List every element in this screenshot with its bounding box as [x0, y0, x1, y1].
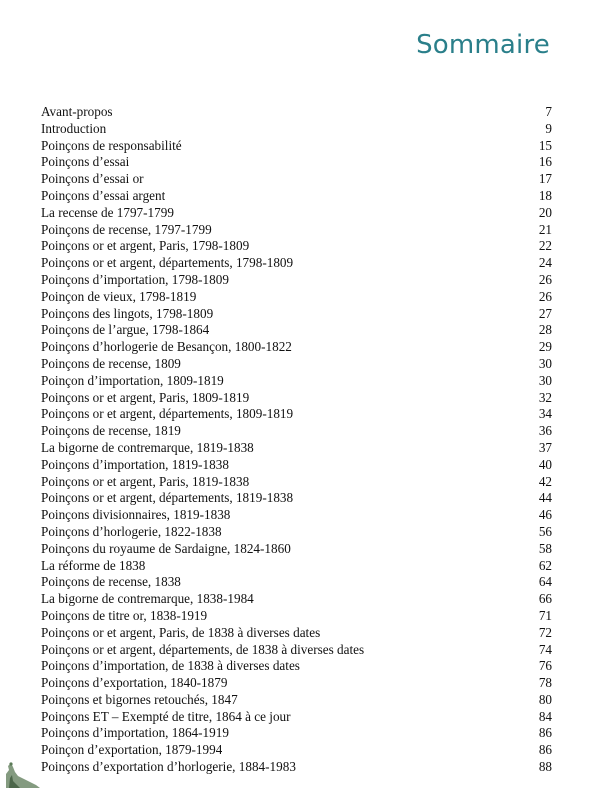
toc-entry-title: La bigorne de contremarque, 1838-1984 — [41, 591, 254, 607]
toc-entry-page-number: 36 — [538, 423, 552, 439]
toc-entry-page-number: 74 — [538, 641, 552, 657]
toc-entry-title: Poinçons de recense, 1797-1799 — [41, 221, 212, 237]
toc-entry-page-number: 37 — [538, 439, 552, 455]
toc-entry-title: Poinçons de titre or, 1838-1919 — [41, 607, 208, 623]
toc-entry-title: Poinçons d’horlogerie, 1822-1838 — [41, 523, 222, 539]
toc-entry-title: Poinçons d’essai — [41, 154, 130, 170]
toc-entry-page-number: 72 — [538, 624, 552, 640]
toc-entry-title: Poinçons or et argent, départements, 1819-1838 — [41, 490, 294, 506]
toc-entry-page-number: 18 — [538, 187, 552, 203]
toc-entry-page-number: 80 — [538, 691, 552, 707]
toc-entry[interactable] — [41, 121, 552, 138]
toc-entry-title: Poinçon d’importation, 1809-1819 — [41, 372, 224, 388]
toc-entry-title: Poinçons or et argent, Paris, de 1838 à diverses dates — [41, 624, 321, 640]
toc-entry-page-number: 28 — [538, 322, 552, 338]
toc-entry-page-number: 27 — [538, 305, 552, 321]
toc-entry[interactable] — [41, 625, 552, 642]
toc-entry[interactable] — [41, 171, 552, 188]
decorative-ornament-icon — [0, 748, 40, 788]
toc-entry-page-number: 34 — [538, 406, 552, 422]
toc-entry[interactable] — [41, 339, 552, 356]
toc-entry[interactable] — [41, 675, 552, 692]
toc-entry[interactable] — [41, 289, 552, 306]
toc-entry-page-number: 44 — [538, 490, 552, 506]
table-of-contents — [41, 104, 552, 776]
toc-entry-title: Poinçons or et argent, départements, 1798-1809 — [41, 255, 294, 271]
toc-entry[interactable] — [41, 574, 552, 591]
page-title: Sommaire — [416, 30, 550, 60]
toc-entry-title: Poinçons d’horlogerie de Besançon, 1800-1822 — [41, 339, 292, 355]
toc-entry-page-number: 17 — [538, 171, 552, 187]
toc-entry[interactable] — [41, 591, 552, 608]
toc-entry-page-number: 24 — [538, 255, 552, 271]
toc-entry-page-number: 32 — [538, 389, 552, 405]
toc-entry[interactable] — [41, 423, 552, 440]
toc-entry-title: Poinçons et bigornes retouchés, 1847 — [41, 691, 238, 707]
toc-entry-title: Poinçons or et argent, Paris, 1798-1809 — [41, 238, 250, 254]
toc-entry-title: Poinçons or et argent, Paris, 1809-1819 — [41, 389, 250, 405]
toc-entry-page-number: 26 — [538, 288, 552, 304]
toc-entry[interactable] — [41, 205, 552, 222]
toc-entry-page-number: 76 — [538, 658, 552, 674]
toc-entry-page-number: 15 — [538, 137, 552, 153]
toc-entry-page-number: 16 — [538, 154, 552, 170]
toc-entry-title: La recense de 1797-1799 — [41, 204, 174, 220]
toc-entry[interactable] — [41, 507, 552, 524]
toc-entry-title: Poinçons d’exportation d’horlogerie, 1884-1983 — [41, 759, 296, 775]
toc-entry-page-number: 42 — [538, 473, 552, 489]
toc-entry-title: Poinçon d’exportation, 1879-1994 — [41, 742, 223, 758]
toc-entry-page-number: 66 — [538, 591, 552, 607]
toc-entry[interactable] — [41, 356, 552, 373]
toc-entry-title: Poinçons de l’argue, 1798-1864 — [41, 322, 210, 338]
toc-entry-page-number: 30 — [538, 355, 552, 371]
toc-entry-page-number: 9 — [545, 120, 552, 136]
toc-entry-page-number: 58 — [538, 540, 552, 556]
toc-entry[interactable] — [41, 188, 552, 205]
toc-entry[interactable] — [41, 524, 552, 541]
toc-entry-page-number: 29 — [538, 339, 552, 355]
toc-entry[interactable] — [41, 104, 552, 121]
toc-entry[interactable] — [41, 373, 552, 390]
toc-entry[interactable] — [41, 725, 552, 742]
toc-entry-title: Poinçons or et argent, Paris, 1819-1838 — [41, 473, 250, 489]
toc-entry-page-number: 26 — [538, 271, 552, 287]
toc-entry[interactable] — [41, 709, 552, 726]
toc-entry[interactable] — [41, 759, 552, 776]
toc-entry[interactable] — [41, 608, 552, 625]
toc-entry-title: Poinçons divisionnaires, 1819-1838 — [41, 507, 231, 523]
toc-entry[interactable] — [41, 692, 552, 709]
toc-entry-page-number: 62 — [538, 557, 552, 573]
toc-entry[interactable] — [41, 138, 552, 155]
toc-entry-title: Poinçons d’importation, 1864-1919 — [41, 725, 229, 741]
toc-entry[interactable] — [41, 222, 552, 239]
toc-entry-title: Poinçons des lingots, 1798-1809 — [41, 305, 214, 321]
toc-entry[interactable] — [41, 474, 552, 491]
toc-entry[interactable] — [41, 742, 552, 759]
toc-entry-title: Poinçon de vieux, 1798-1819 — [41, 288, 197, 304]
toc-entry-title: Poinçons ET – Exempté de titre, 1864 à ce jour — [41, 708, 291, 724]
toc-entry-title: Poinçons d’importation, de 1838 à diverses dates — [41, 658, 300, 674]
toc-entry-title: Poinçons du royaume de Sardaigne, 1824-1860 — [41, 540, 291, 556]
toc-entry-title: Poinçons d’essai or — [41, 171, 144, 187]
toc-entry-title: Poinçons d’essai argent — [41, 187, 166, 203]
toc-entry-page-number: 71 — [538, 607, 552, 623]
toc-entry-title: Poinçons de recense, 1838 — [41, 574, 181, 590]
toc-entry-page-number: 7 — [545, 104, 552, 119]
toc-entry[interactable] — [41, 440, 552, 457]
toc-entry-page-number: 56 — [538, 523, 552, 539]
toc-entry-title: Poinçons de recense, 1819 — [41, 423, 181, 439]
toc-entry[interactable] — [41, 238, 552, 255]
toc-entry-title: Poinçons de responsabilité — [41, 137, 182, 153]
toc-entry-title: Poinçons or et argent, départements, 1809-1819 — [41, 406, 294, 422]
toc-entry-title: Poinçons d’importation, 1798-1809 — [41, 271, 229, 287]
toc-entry-page-number: 46 — [538, 507, 552, 523]
toc-entry-title: Poinçons de recense, 1809 — [41, 355, 181, 371]
toc-entry-page-number: 64 — [538, 574, 552, 590]
toc-entry-page-number: 22 — [538, 238, 552, 254]
toc-entry-title: La bigorne de contremarque, 1819-1838 — [41, 439, 254, 455]
toc-entry-page-number: 78 — [538, 675, 552, 691]
toc-entry[interactable] — [41, 642, 552, 659]
toc-entry[interactable] — [41, 322, 552, 339]
toc-entry[interactable] — [41, 406, 552, 423]
toc-entry[interactable] — [41, 457, 552, 474]
toc-entry-page-number: 86 — [538, 725, 552, 741]
toc-entry-title: Avant-propos — [41, 104, 113, 119]
toc-entry[interactable] — [41, 658, 552, 675]
toc-entry[interactable] — [41, 558, 552, 575]
toc-entry-page-number: 20 — [538, 204, 552, 220]
toc-entry-title: Introduction — [41, 120, 107, 136]
toc-entry-page-number: 21 — [538, 221, 552, 237]
toc-entry[interactable] — [41, 272, 552, 289]
toc-entry-title: Poinçons d’exportation, 1840-1879 — [41, 675, 228, 691]
toc-entry-title: La réforme de 1838 — [41, 557, 146, 573]
toc-entry[interactable] — [41, 390, 552, 407]
toc-entry-title: Poinçons d’importation, 1819-1838 — [41, 456, 229, 472]
toc-entry[interactable] — [41, 541, 552, 558]
toc-entry[interactable] — [41, 154, 552, 171]
toc-entry[interactable] — [41, 306, 552, 323]
toc-entry-page-number: 40 — [538, 456, 552, 472]
toc-entry-title: Poinçons or et argent, départements, de 1838 à diverses dates — [41, 641, 365, 657]
toc-entry-page-number: 88 — [538, 759, 552, 775]
toc-entry-page-number: 84 — [538, 708, 552, 724]
toc-entry-page-number: 86 — [538, 742, 552, 758]
toc-entry[interactable] — [41, 255, 552, 272]
toc-entry[interactable] — [41, 490, 552, 507]
toc-entry-page-number: 30 — [538, 372, 552, 388]
